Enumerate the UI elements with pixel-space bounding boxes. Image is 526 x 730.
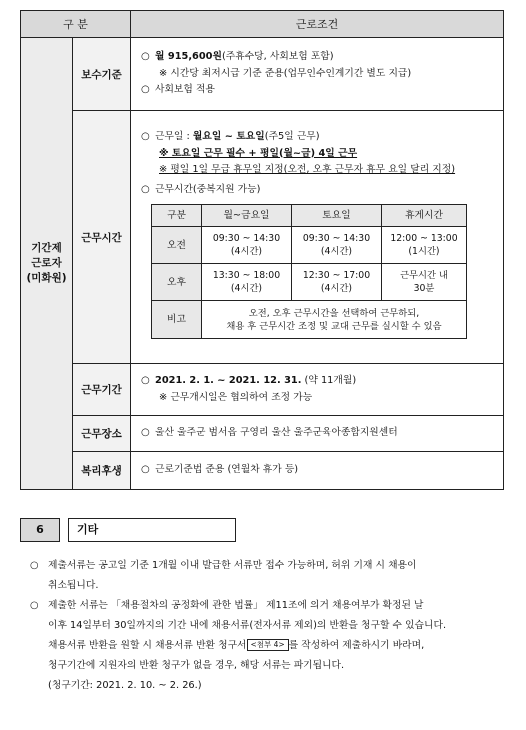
period-content: ○ 2021. 2. 1. ~ 2021. 12. 31. (약 11개월) ※ 근무개시일은 협의하여 조정 가능 [131,364,504,416]
section-number: 6 [20,518,60,542]
place-label: 근무장소 [73,416,131,452]
am-row: 오전 09:30 ~ 14:30 (4시간) 09:30 ~ 14:30 (4시간) 12:00 ~ 13:00 (1시간) [152,227,467,264]
section-6-header [20,518,236,542]
period-label: 근무기간 [73,364,131,416]
section-title: 기타 [68,518,236,542]
place-row [21,416,504,452]
place-content: ○ 울산 울주군 범서읍 구영리 울산 울주군육아종합지원센터 [131,416,504,452]
hours-schedule-table [151,204,467,339]
hours-content: ○ 근무일 : 월요일 ~ 토요일(주5일 근무) ※ 토요일 근무 필수 + 평일(월~금) 4일 근무 ※ 평일 1일 무급 휴무일 지정(오전, 오후 근무자 휴무 요일 달리 지정) ○ 근무시간(중복지원 가능) 구분 월~금요일 토요일 휴게시간 오전 09:30 ~ 14:30 (4시간) 09:30 ~ 14:30 (4시간) 12:00 ~ 13:00 (1시간) 오후 13:30 ~ 18:00 (4시간) 12:30 ~ 17:00 (4시간) 근무시간 내 30분 비고 오전, 오후 근무시간을 선택하여 근무하되, 채용 후 근무시간 조정 및 교대 근무를 실시할 수 있음 [131,111,504,364]
table-header-row [21,11,504,38]
inner-header-category: 구분 [152,205,202,227]
period-row [21,364,504,416]
note-document-return: ○ 제출한 서류는 「채용절차의 공정화에 관한 법률」 제11조에 의거 채용여부가 확정된 날 이후 14일부터 30일까지의 기간 내에 채용서류(전자서류 제외)의 반환을 청구할 수 있습니다. 채용서류 반환을 원할 시 채용서류 반환 청구서 <첨부 4> 를 작성하여 제출하시기 바라며, 청구기간에 지원자의 반환 청구가 없을 경우, 해당 서류는 파기됩니다. (청구기간: 2021. 2. 10. ~ 2. 26.) [30,600,447,691]
welfare-row [21,452,504,490]
inner-header-weekday: 월~금요일 [202,205,292,227]
header-category: 구 분 [21,11,131,38]
note-row: 비고 오전, 오후 근무시간을 선택하여 근무하되, 채용 후 근무시간 조정 및 교대 근무를 실시할 수 있음 [152,301,467,339]
pay-row [21,38,504,111]
header-conditions: 근로조건 [131,11,504,38]
hours-row [21,111,504,364]
group-label: 기간제 근로자 (미화원) [21,38,73,490]
working-conditions-table [20,10,504,490]
welfare-label: 복리후생 [73,452,131,490]
pay-label: 보수기준 [73,38,131,111]
pm-row: 오후 13:30 ~ 18:00 (4시간) 12:30 ~ 17:00 (4시간) 근무시간 내 30분 [152,264,467,301]
note-documents-validity: ○ 제출서류는 공고일 기준 1개월 이내 발급한 서류만 접수 가능하며, 허위 기재 시 채용이 취소됩니다. [30,560,417,591]
hours-label: 근무시간 [73,111,131,364]
attachment-tag: <첨부 4> [247,639,289,651]
welfare-content: ○ 근로기준법 준용 (연월차 휴가 등) [131,452,504,490]
other-notes [30,556,508,696]
inner-header-break: 휴게시간 [382,205,467,227]
inner-header-saturday: 토요일 [292,205,382,227]
pay-content: ○ 월 915,600원(주휴수당, 사회보험 포함) ※ 시간당 최저시급 기준 준용(업무인수인계기간 별도 지급) ○ 사회보험 적용 [131,38,504,111]
